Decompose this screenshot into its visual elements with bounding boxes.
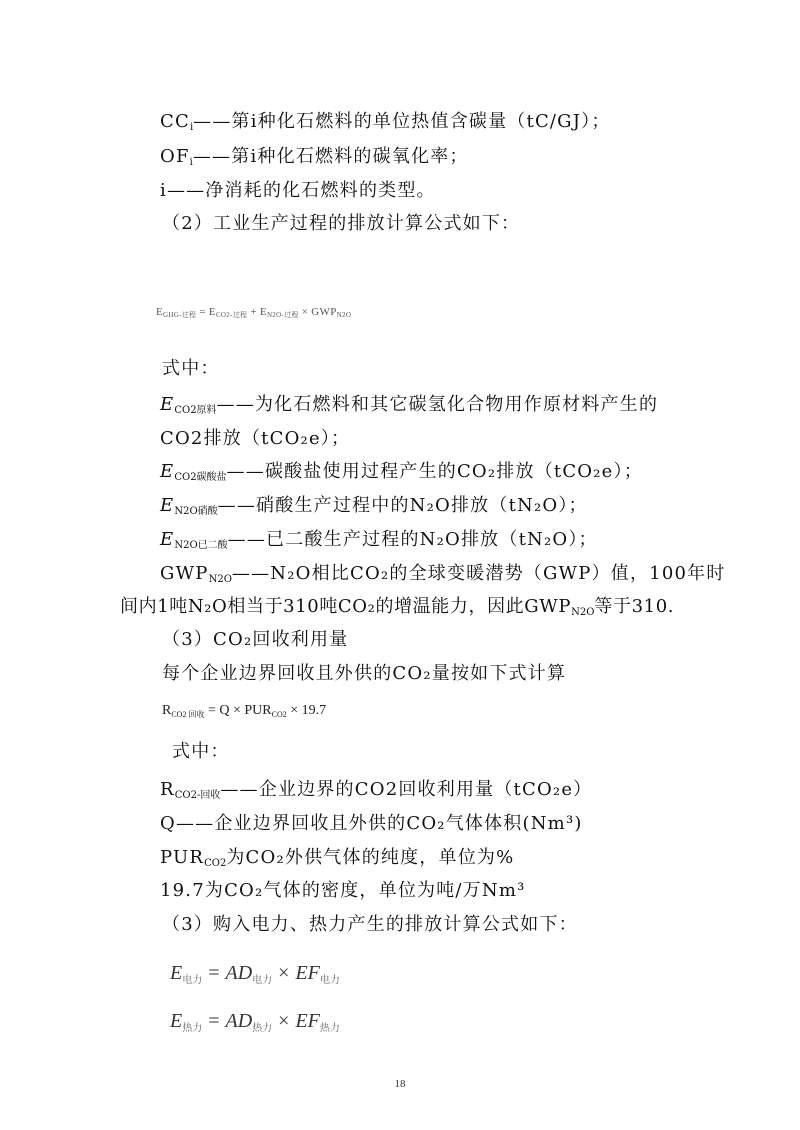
- def-adipic-symbol: E: [160, 529, 175, 550]
- formula-heat-ad: AD: [225, 1010, 253, 1032]
- def-adipic-subscript: N2O已二酸: [174, 540, 228, 551]
- formula-industry-s4-a: N: [336, 311, 343, 319]
- def-carbonate: [160, 460, 643, 490]
- formula-industry-s3: [267, 311, 299, 319]
- formula-industry-s3-b: 2: [272, 311, 277, 319]
- def-of-text: ——第i种化石燃料的碳氧化率；: [192, 146, 469, 167]
- formula-heat-e: E: [170, 1010, 183, 1032]
- where-label-2-text: 式中：: [172, 741, 230, 762]
- def-pur-symbol: PUR: [160, 847, 205, 868]
- formula-electric-ad: AD: [225, 962, 253, 984]
- section4-heading-text: （3）购入电力、热力产生的排放计算公式如下：: [162, 914, 578, 935]
- section3-intro-text: 每个企业边界回收且外供的CO₂量按如下式计算: [162, 663, 567, 684]
- def-density: [160, 879, 526, 903]
- def-raw-text: ——为化石燃料和其它碳氢化合物用作原材料产生的: [216, 394, 659, 415]
- def-r: [160, 778, 592, 808]
- formula-electric: [170, 962, 340, 986]
- formula-heat-ef: EF: [295, 1010, 320, 1032]
- formula-electric-ef-sub: 电力: [319, 975, 340, 986]
- def-of-subscript: i: [189, 157, 193, 168]
- formula-electric-e-sub: 电力: [182, 975, 203, 986]
- formula-industry-s2-b: 2-过程: [226, 311, 248, 319]
- formula-recovery-rhs-sub-a: CO: [271, 710, 283, 719]
- page-number: 18: [394, 1078, 406, 1090]
- formula-industry-eq: = E: [196, 306, 216, 318]
- formula-industry-times: × GWP: [298, 306, 337, 318]
- def-carbonate-text: ——碳酸盐使用过程产生的CO₂排放（tCO₂e）；: [226, 461, 643, 482]
- formula-recovery-lhs-sub-a: CO: [171, 710, 183, 719]
- def-adipic-text: ——已二酸生产过程的N₂O排放（tN₂O）；: [227, 529, 598, 550]
- formula-electric-times: ×: [278, 962, 290, 984]
- def-raw-cont-text: CO2排放（tCO₂e）；: [160, 428, 351, 449]
- formula-recovery-tail: × 19.7: [286, 703, 327, 718]
- def-nitric-symbol: E: [160, 495, 175, 516]
- formula-recovery-rhs: = Q × PUR: [204, 703, 272, 718]
- def-r-text: ——企业边界的CO2回收利用量（tCO₂e）: [220, 779, 593, 800]
- def-nitric: [160, 494, 588, 524]
- formula-industry-s3-c: O-过程: [276, 311, 299, 319]
- formula-electric-ad-sub: 电力: [252, 975, 273, 986]
- def-gwp-subscript: N2O: [208, 574, 232, 585]
- def-of-symbol: OF: [160, 146, 190, 167]
- def-raw-continued: [160, 427, 350, 451]
- def-i: [160, 179, 436, 203]
- formula-heat-e-sub: 热力: [182, 1023, 203, 1034]
- formula-industry-s4-b: 2: [342, 311, 346, 319]
- formula-heat-times: ×: [278, 1010, 290, 1032]
- formula-heat: [170, 1010, 340, 1034]
- def-of: [160, 145, 469, 175]
- section3-heading-text: （3）CO₂回收利用量: [162, 629, 349, 650]
- formula-heat-ad-sub: 热力: [252, 1023, 273, 1034]
- def-gwp-symbol: GWP: [160, 563, 209, 584]
- def-nitric-text: ——硝酸生产过程中的N₂O排放（tN₂O）；: [217, 495, 588, 516]
- def-cc-subscript: i: [189, 122, 194, 133]
- def-pur-text: 为CO₂外供气体的纯度，单位为%: [226, 847, 515, 868]
- def-density-text: 19.7为CO₂气体的密度，单位为吨/万Nm³: [160, 880, 526, 901]
- where-label-1-text: 式中：: [162, 358, 220, 379]
- def-q-text: Q——企业边界回收且外供的CO₂气体体积(Nm³): [160, 813, 583, 834]
- def-gwp-cont-sub: N2O: [571, 607, 595, 618]
- section3-intro: [162, 662, 566, 686]
- where-label-2: [172, 740, 230, 764]
- formula-electric-eq: =: [208, 962, 220, 984]
- def-q: [160, 812, 583, 836]
- def-cc: [160, 110, 611, 140]
- formula-recovery-lhs-sub-b: 2: [182, 710, 187, 719]
- formula-electric-ef: EF: [295, 962, 320, 984]
- def-r-symbol: R: [160, 779, 175, 800]
- def-gwp: [160, 562, 726, 592]
- def-gwp-cont-b: 等于310.: [594, 596, 675, 617]
- formula-recovery-lhs-sub: [171, 710, 204, 719]
- formula-recovery-lhs: R: [162, 703, 172, 718]
- def-pur: [160, 846, 514, 876]
- def-raw-subscript: CO2原料: [174, 405, 217, 416]
- section3-heading: [162, 628, 348, 652]
- formula-electric-e: E: [170, 962, 183, 984]
- section4-heading: [162, 913, 578, 937]
- def-r-subscript: CO2-回收: [174, 790, 221, 801]
- formula-industry-s2-a: CO: [215, 311, 227, 319]
- def-i-text: i——净消耗的化石燃料的类型。: [160, 180, 436, 201]
- formula-recovery: [162, 703, 326, 720]
- def-gwp-continued: [120, 595, 674, 625]
- def-cc-text: ——第i种化石燃料的单位热值含碳量（tC/GJ）；: [193, 111, 611, 132]
- def-raw-symbol: E: [160, 394, 175, 415]
- formula-industry-s4-c: O: [345, 311, 352, 319]
- formula-heat-ef-sub: 热力: [319, 1023, 340, 1034]
- formula-industry-s2: [216, 311, 247, 319]
- formula-recovery-lhs-sub-c: 回收: [188, 710, 205, 719]
- def-carbonate-subscript: CO2碳酸盐: [174, 472, 227, 483]
- formula-industry-e1: E: [156, 306, 164, 318]
- def-pur-subscript: CO2: [204, 858, 227, 869]
- formula-industry: [156, 306, 351, 320]
- formula-heat-eq: =: [208, 1010, 220, 1032]
- formula-industry-plus: + E: [247, 306, 267, 318]
- section2-heading: [162, 212, 520, 236]
- formula-industry-s1: GHG-过程: [163, 311, 197, 319]
- formula-recovery-rhs-sub-b: 2: [282, 710, 287, 719]
- formula-recovery-rhs-sub: [272, 710, 287, 719]
- def-cc-symbol: CC: [160, 111, 190, 132]
- formula-industry-s4: [337, 311, 352, 319]
- def-raw: [160, 393, 658, 423]
- formula-industry-s3-a: N: [266, 311, 273, 319]
- def-nitric-subscript: N2O硝酸: [174, 506, 218, 517]
- def-gwp-cont-a: 间内1吨N₂O相当于310吨CO₂的增温能力，因此GWP: [120, 596, 572, 617]
- where-label-1: [162, 357, 220, 381]
- def-gwp-text: ——N₂O相比CO₂的全球变暖潜势（GWP）值，100年时: [231, 563, 726, 584]
- section2-heading-text: （2）工业生产过程的排放计算公式如下：: [162, 213, 521, 234]
- def-carbonate-symbol: E: [160, 461, 175, 482]
- def-adipic: [160, 528, 598, 558]
